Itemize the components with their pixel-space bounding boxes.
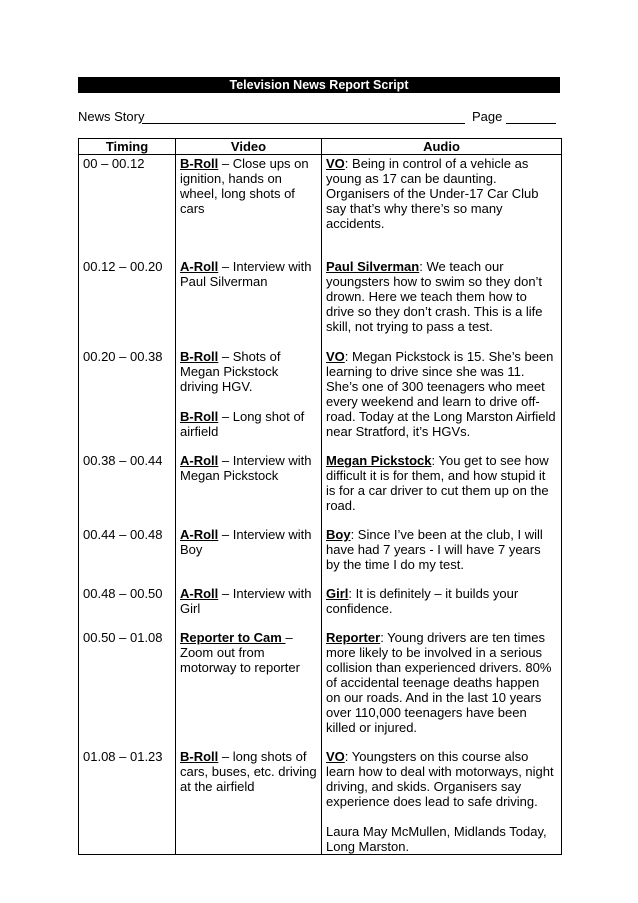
shot-type-tag: A-Roll	[180, 453, 219, 468]
video-paragraph: B-Roll – Close ups on ignition, hands on wheel, long shots of cars	[180, 156, 309, 216]
speaker-tag: Reporter	[326, 630, 381, 645]
audio-cell	[322, 452, 562, 526]
timing-cell: 00.12 – 00.20	[79, 258, 176, 348]
video-paragraph: B-Roll – long shots of cars, buses, etc. driving at the airfield	[180, 749, 317, 794]
video-paragraph: A-Roll – Interview with Paul Silverman	[180, 259, 312, 289]
speaker-tag: VO	[326, 349, 345, 364]
timing-cell: 00 – 00.12	[79, 155, 176, 259]
audio-cell	[322, 155, 562, 259]
audio-paragraph: Megan Pickstock: You get to see how difficult it is for them, and how stupid it is for a car driver to cut them up on the road.	[326, 453, 549, 513]
audio-paragraph: Reporter: Young drivers are ten times more likely to be involved in a serious collision than experienced drivers. 80% of accidental teenage deaths happen on our roads. And in the last 10 years over 110,000 teenagers have been killed or injured.	[326, 630, 552, 735]
audio-cell	[322, 258, 562, 348]
speaker-tag: Boy	[326, 527, 351, 542]
shot-type-tag: B-Roll	[180, 409, 219, 424]
script-row	[79, 258, 562, 348]
video-header: Video	[176, 139, 322, 155]
shot-type-tag: A-Roll	[180, 259, 219, 274]
video-paragraph: Reporter to Cam – Zoom out from motorway to reporter	[180, 630, 300, 675]
page-number-field	[506, 123, 556, 124]
news-story-field	[142, 123, 465, 124]
speaker-tag: Megan Pickstock	[326, 453, 432, 468]
timing-cell: 00.48 – 00.50	[79, 585, 176, 629]
speaker-tag: VO	[326, 156, 345, 171]
speaker-tag: Girl	[326, 586, 349, 601]
news-story-label: News Story	[78, 109, 145, 124]
video-cell	[176, 155, 322, 259]
script-row	[79, 452, 562, 526]
audio-paragraph: Paul Silverman: We teach our youngsters how to swim so they don’t drown. Here we teach them how to drive so they don’t crash. This is a life skill, not trying to pass a test.	[326, 259, 543, 334]
video-cell	[176, 748, 322, 855]
script-row	[79, 348, 562, 452]
video-paragraph: B-Roll – Shots of Megan Pickstock driving HGV.	[180, 349, 281, 394]
audio-paragraph: VO: Being in control of a vehicle as young as 17 can be daunting. Organisers of the Under-17 Car Club say that’s why there’s so many accidents.	[326, 156, 539, 231]
video-cell	[176, 629, 322, 748]
audio-cell	[322, 629, 562, 748]
speaker-tag: VO	[326, 749, 345, 764]
audio-header: Audio	[322, 139, 562, 155]
shot-type-tag: B-Roll	[180, 156, 219, 171]
audio-paragraph: VO: Youngsters on this course also learn how to deal with motorways, night driving, and skids. Organisers say experience does lead to safe driving.	[326, 749, 554, 809]
script-title: Television News Report Script	[78, 77, 560, 93]
timing-cell: 00.50 – 01.08	[79, 629, 176, 748]
video-cell	[176, 526, 322, 585]
timing-cell: 00.20 – 00.38	[79, 348, 176, 452]
shot-type-tag: B-Roll	[180, 749, 219, 764]
audio-cell	[322, 585, 562, 629]
timing-cell: 01.08 – 01.23	[79, 748, 176, 855]
page-label: Page	[472, 109, 503, 124]
video-cell	[176, 452, 322, 526]
video-cell	[176, 258, 322, 348]
audio-cell	[322, 526, 562, 585]
audio-cell	[322, 748, 562, 855]
script-row	[79, 526, 562, 585]
timing-header: Timing	[79, 139, 176, 155]
video-cell	[176, 585, 322, 629]
video-paragraph: B-Roll – Long shot of airfield	[180, 409, 305, 439]
shot-type-tag: A-Roll	[180, 527, 219, 542]
speaker-tag: Paul Silverman	[326, 259, 420, 274]
audio-paragraph: Girl: It is definitely – it builds your confidence.	[326, 586, 519, 616]
audio-paragraph: VO: Megan Pickstock is 15. She’s been learning to drive since she was 11. She’s one of 300 teenagers who meet every weekend and learn to drive off-road. Today at the Long Marston Airfield near Stratford, it’s HGVs.	[326, 349, 556, 439]
script-row	[79, 585, 562, 629]
audio-cell	[322, 348, 562, 452]
script-row	[79, 748, 562, 855]
script-table	[78, 138, 562, 855]
audio-paragraph: Laura May McMullen, Midlands Today, Long Marston.	[326, 824, 547, 854]
video-paragraph: A-Roll – Interview with Boy	[180, 527, 312, 557]
timing-cell: 00.38 – 00.44	[79, 452, 176, 526]
shot-type-tag: Reporter to Cam	[180, 630, 286, 645]
script-row	[79, 155, 562, 259]
table-header-row	[79, 139, 562, 155]
script-row	[79, 629, 562, 748]
news-story-line	[78, 108, 560, 126]
video-cell	[176, 348, 322, 452]
script-rows	[79, 155, 562, 855]
shot-type-tag: A-Roll	[180, 586, 219, 601]
video-paragraph: A-Roll – Interview with Girl	[180, 586, 312, 616]
video-paragraph: A-Roll – Interview with Megan Pickstock	[180, 453, 312, 483]
shot-type-tag: B-Roll	[180, 349, 219, 364]
timing-cell: 00.44 – 00.48	[79, 526, 176, 585]
audio-paragraph: Boy: Since I’ve been at the club, I will have had 7 years - I will have 7 years by the time I do my test.	[326, 527, 543, 572]
